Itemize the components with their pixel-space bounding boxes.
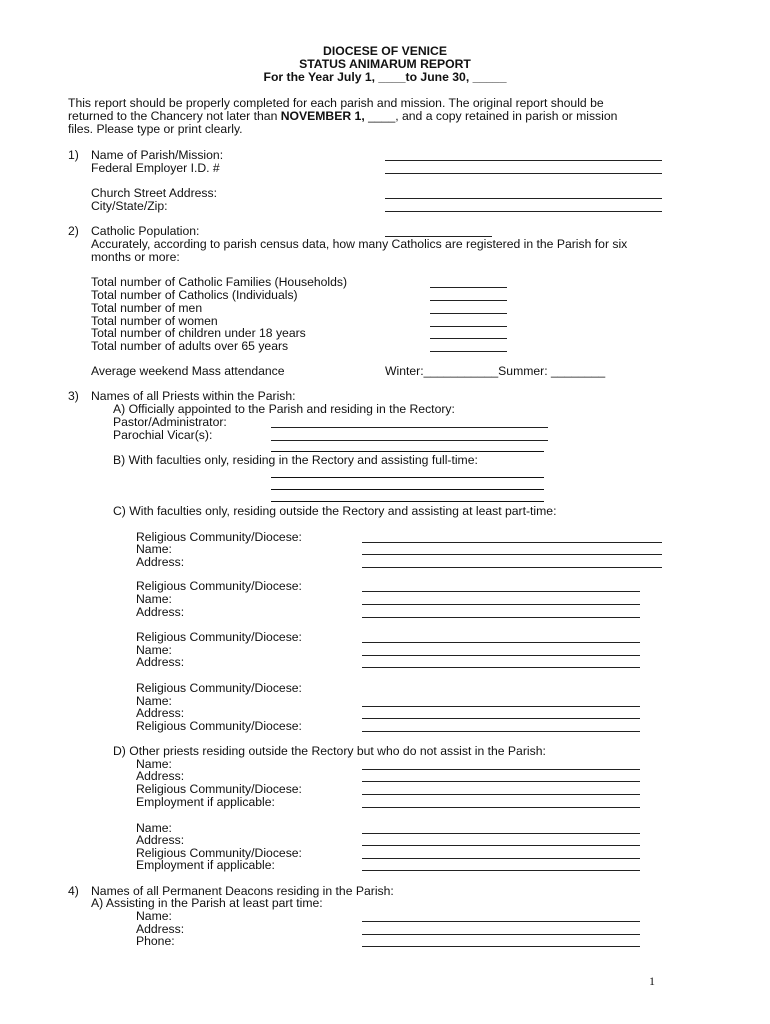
priests-c-title: C) With faculties only, residing outside the Rectory and assisting at least part-time: — [113, 504, 557, 518]
c1-community-field[interactable] — [362, 542, 662, 543]
d2-employment-field[interactable] — [362, 870, 640, 871]
d1-name-label: Name: — [136, 757, 172, 771]
deacon-address-field[interactable] — [362, 934, 640, 935]
street-address-label: Church Street Address: — [91, 186, 217, 200]
deacons-a-title: A) Assisting in the Parish at least part time: — [91, 896, 323, 910]
women-label: Total number of women — [91, 314, 218, 328]
d1-address-field[interactable] — [362, 781, 640, 782]
population-description-1: Accurately, according to parish census data, how many Catholics are registered in the Parish for six — [91, 237, 628, 251]
c4-community-field[interactable] — [362, 731, 640, 732]
c3-community-field[interactable] — [362, 642, 640, 643]
deacon-phone-label: Phone: — [136, 934, 175, 948]
catholic-population-label: Catholic Population: — [91, 224, 200, 238]
deacon-phone-field[interactable] — [362, 946, 640, 947]
c1-address-field[interactable] — [362, 567, 662, 568]
c3-name-field[interactable] — [362, 655, 640, 656]
priests-d-title: D) Other priests residing outside the Rectory but who do not assist in the Parish: — [113, 744, 546, 758]
intro-line-2: returned to the Chancery not later than NOVEMBER 1, ____, and a copy retained in parish or mission — [68, 109, 618, 123]
c1-name-label: Name: — [136, 542, 172, 556]
d2-name-field[interactable] — [362, 833, 640, 834]
deacon-name-field[interactable] — [362, 921, 640, 922]
section-1-number: 1) — [68, 148, 79, 162]
c3-address-field[interactable] — [362, 667, 640, 668]
deacon-address-label: Address: — [136, 922, 185, 936]
vicar-field-2[interactable] — [271, 451, 544, 452]
d1-community-field[interactable] — [362, 794, 640, 795]
d2-community-label: Religious Community/Diocese: — [136, 846, 302, 860]
c4-community-label: Religious Community/Diocese: — [136, 681, 302, 695]
c3-community-label: Religious Community/Diocese: — [136, 630, 302, 644]
d2-address-label: Address: — [136, 833, 185, 847]
c4-address-field[interactable] — [362, 718, 640, 719]
d2-address-field[interactable] — [362, 845, 640, 846]
c2-name-field[interactable] — [362, 604, 640, 605]
d1-community-label: Religious Community/Diocese: — [136, 782, 302, 796]
c2-community-label: Religious Community/Diocese: — [136, 579, 302, 593]
d2-employment-label: Employment if applicable: — [136, 858, 275, 872]
c2-community-field[interactable] — [362, 591, 640, 592]
c2-address-label: Address: — [136, 605, 185, 619]
parish-name-label: Name of Parish/Mission: — [91, 148, 224, 162]
c4-name-field[interactable] — [362, 706, 640, 707]
fein-label: Federal Employer I.D. # — [91, 161, 220, 175]
d2-community-field[interactable] — [362, 858, 640, 859]
women-field[interactable] — [430, 326, 507, 327]
document-title: DIOCESE OF VENICE — [323, 44, 447, 58]
pastor-label: Pastor/Administrator: — [113, 415, 227, 429]
intro-line-3: files. Please type or print clearly. — [68, 122, 243, 136]
mass-attendance-field[interactable]: Winter:___________Summer: ________ — [385, 364, 606, 378]
d1-employment-field[interactable] — [362, 807, 640, 808]
children-field[interactable] — [430, 338, 507, 339]
parish-name-field[interactable] — [385, 160, 662, 161]
men-label: Total number of men — [91, 301, 203, 315]
vicar-label: Parochial Vicar(s): — [113, 428, 213, 442]
vicar-field-1[interactable] — [271, 440, 548, 441]
c4-name-label: Name: — [136, 694, 172, 708]
mass-attendance-label: Average weekend Mass attendance — [91, 364, 285, 378]
deadline-text: NOVEMBER 1, — [280, 109, 365, 123]
priests-title: Names of all Priests within the Parish: — [91, 389, 296, 403]
adults-label: Total number of adults over 65 years — [91, 339, 289, 353]
families-label: Total number of Catholic Families (Households) — [91, 275, 348, 289]
adults-field[interactable] — [430, 351, 507, 352]
priests-a-title: A) Officially appointed to the Parish and residing in the Rectory: — [113, 402, 455, 416]
d1-address-label: Address: — [136, 769, 185, 783]
population-description-2: months or more: — [91, 250, 180, 264]
fein-field[interactable] — [385, 173, 662, 174]
deacon-name-label: Name: — [136, 909, 172, 923]
faculty-fulltime-field-2[interactable] — [271, 489, 544, 490]
men-field[interactable] — [430, 313, 507, 314]
c2-name-label: Name: — [136, 592, 172, 606]
c3-address-label: Address: — [136, 655, 185, 669]
deacons-title: Names of all Permanent Deacons residing in the Parish: — [91, 884, 394, 898]
c4-address-label: Address: — [136, 706, 185, 720]
faculty-fulltime-field-1[interactable] — [271, 477, 544, 478]
street-address-field[interactable] — [385, 198, 662, 199]
report-year-line: For the Year July 1, ____to June 30, _____ — [263, 70, 507, 84]
individuals-field[interactable] — [430, 300, 507, 301]
priests-b-title: B) With faculties only, residing in the Rectory and assisting full-time: — [113, 453, 478, 467]
faculty-fulltime-field-3[interactable] — [271, 501, 544, 502]
c4-community-label-2: Religious Community/Diocese: — [136, 719, 302, 733]
intro-line-1: This report should be properly completed for each parish and mission. The original report should be — [68, 96, 604, 110]
c1-community-label: Religious Community/Diocese: — [136, 530, 302, 544]
children-label: Total number of children under 18 years — [91, 326, 306, 340]
city-state-zip-label: City/State/Zip: — [91, 199, 168, 213]
c1-name-field[interactable] — [362, 554, 662, 555]
section-3-number: 3) — [68, 389, 79, 403]
d2-name-label: Name: — [136, 821, 172, 835]
c3-name-label: Name: — [136, 643, 172, 657]
page-number: 1 — [649, 974, 655, 988]
city-state-zip-field[interactable] — [385, 211, 662, 212]
section-2-number: 2) — [68, 224, 79, 238]
c1-address-label: Address: — [136, 555, 185, 569]
c2-address-field[interactable] — [362, 617, 640, 618]
pastor-field[interactable] — [271, 427, 548, 428]
d1-name-field[interactable] — [362, 769, 640, 770]
families-field[interactable] — [430, 287, 507, 288]
d1-employment-label: Employment if applicable: — [136, 795, 275, 809]
document-subtitle: STATUS ANIMARUM REPORT — [299, 57, 471, 71]
section-4-number: 4) — [68, 884, 79, 898]
individuals-label: Total number of Catholics (Individuals) — [91, 288, 298, 302]
